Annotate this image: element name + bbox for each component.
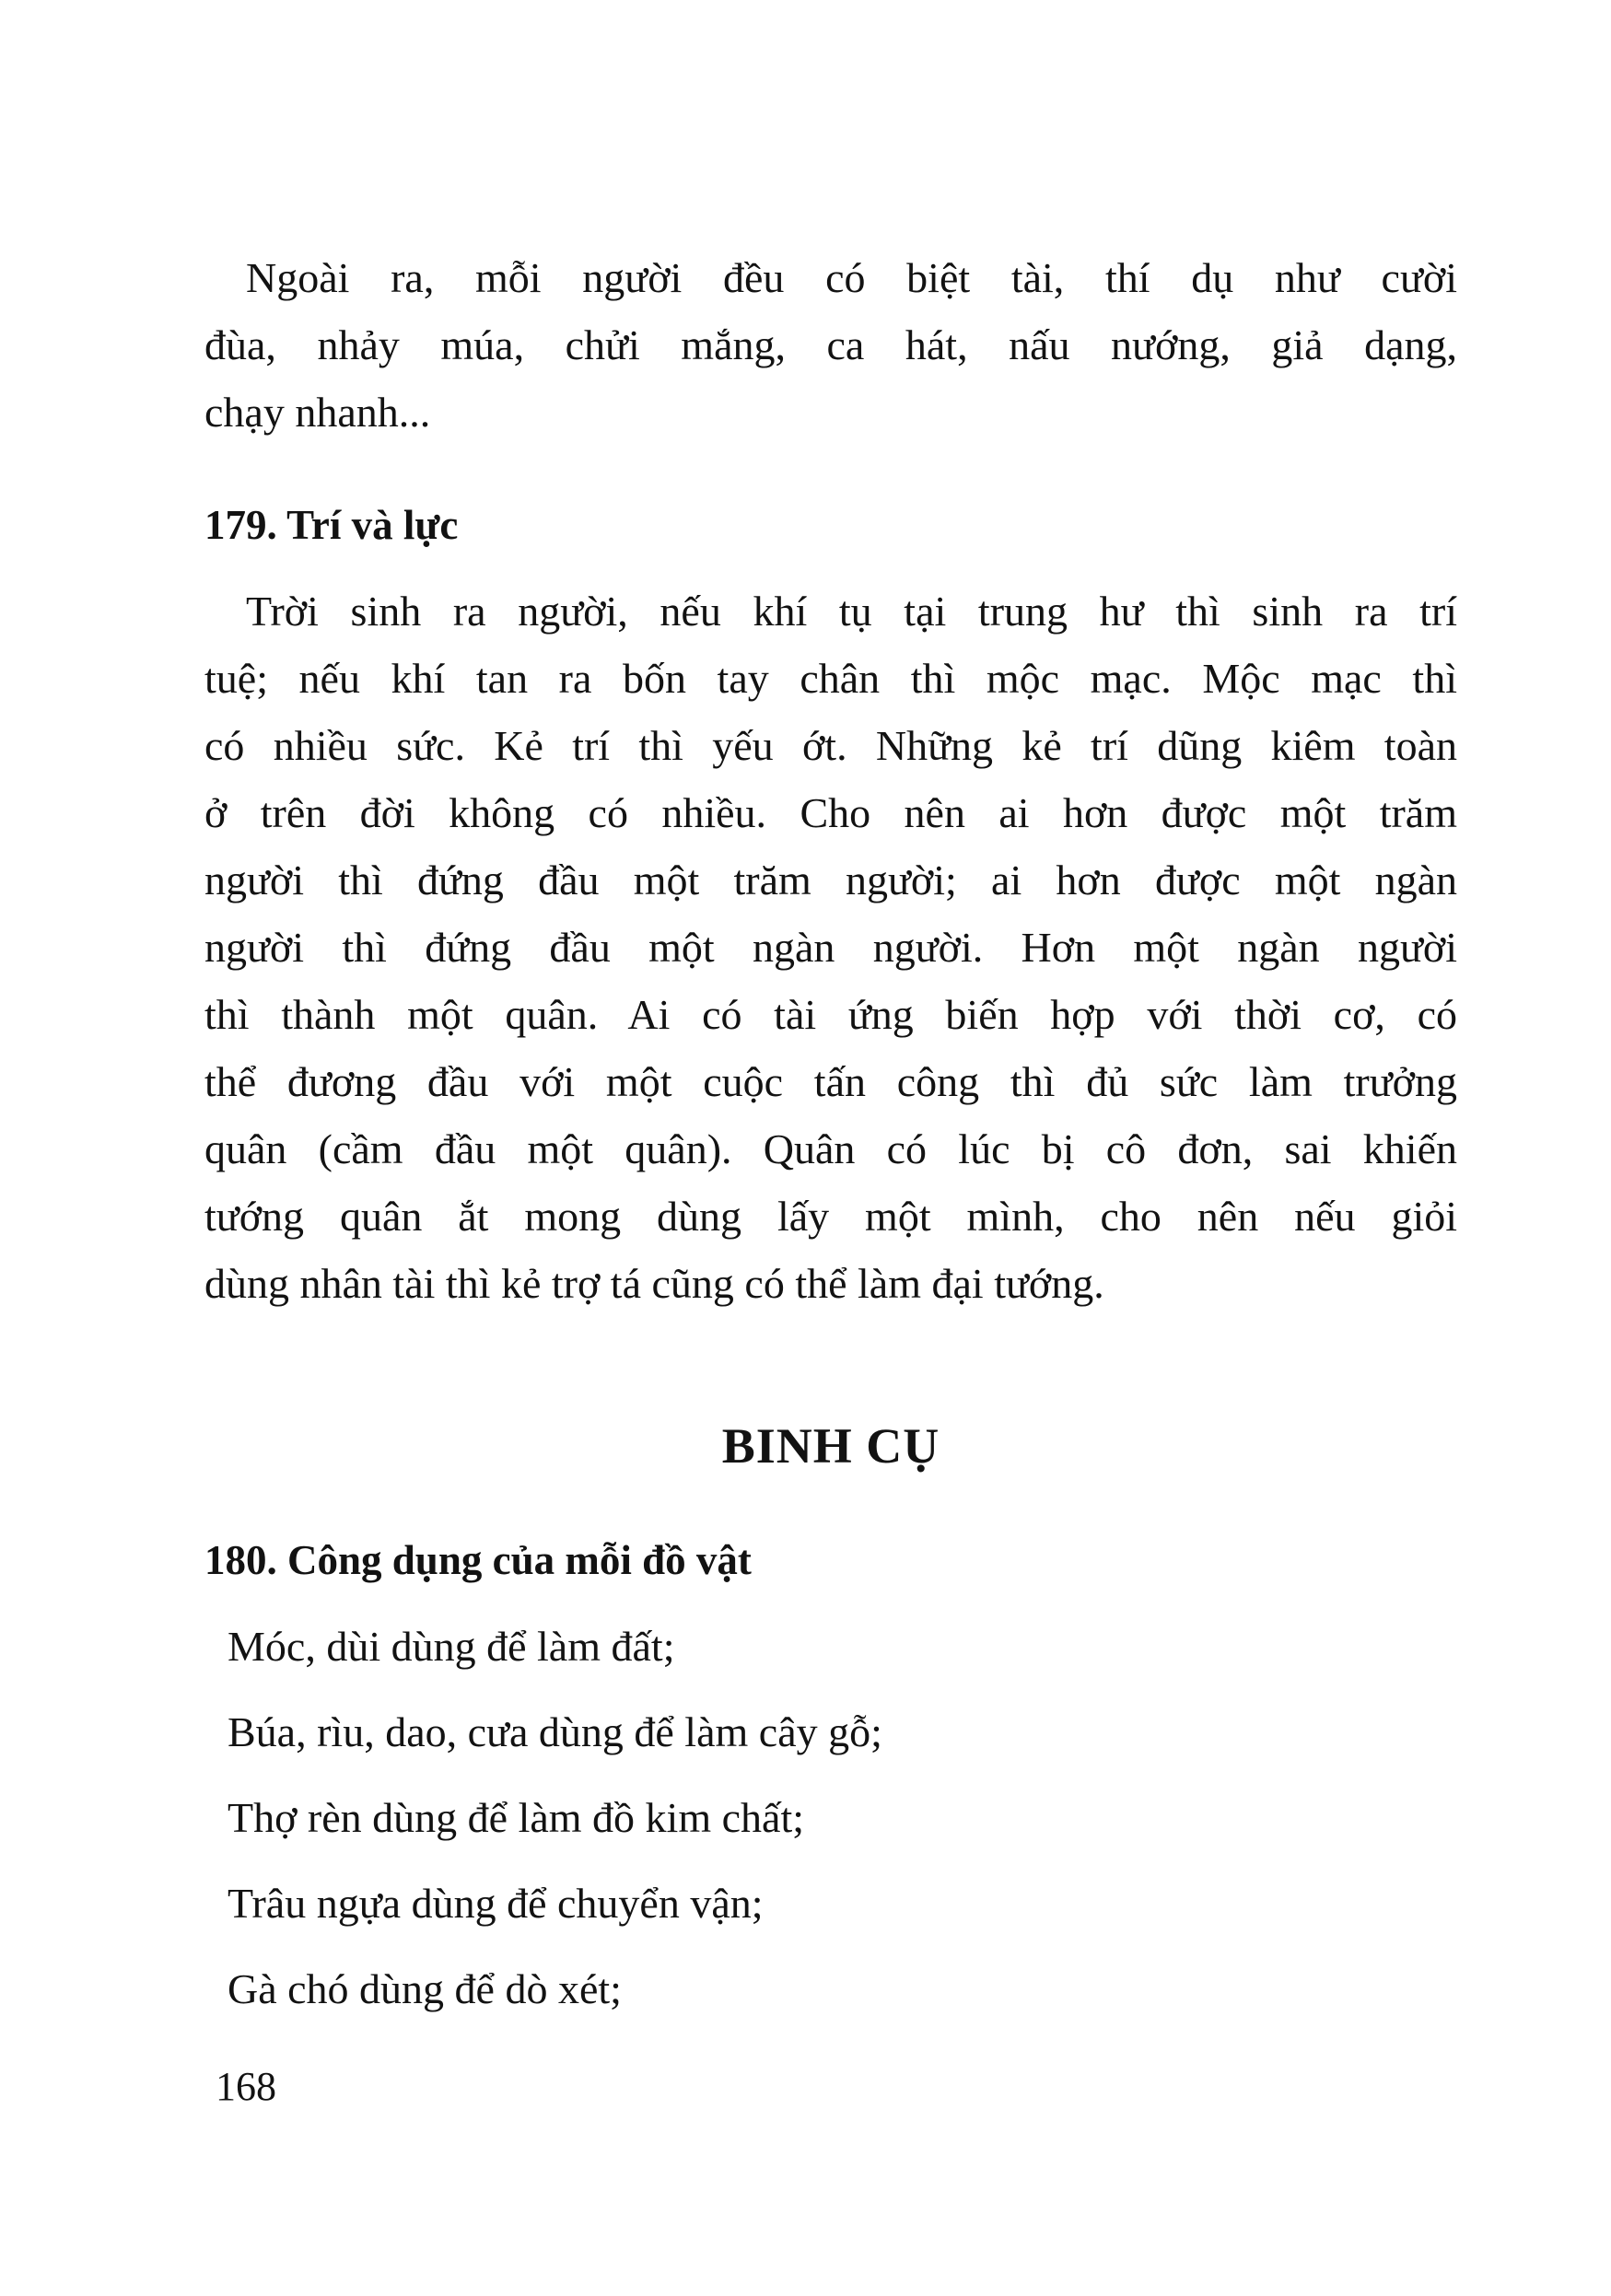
list-item: Gà chó dùng để dò xét; [228, 1965, 622, 2012]
paragraph-line: tướng quân ắt mong dùng lấy một mình, cho nên nếu giỏi [204, 1193, 1457, 1240]
paragraph-line: Trời sinh ra người, nếu khí tụ tại trung hư thì sinh ra trí [246, 588, 1457, 635]
tool-usage-list [204, 1613, 1457, 2022]
section-heading-179: 179. Trí và lực [204, 502, 459, 548]
list-item: Thợ rèn dùng để làm đồ kim chất; [228, 1794, 805, 1841]
paragraph-line: ở trên đời không có nhiều. Cho nên ai hơn được một trăm [204, 789, 1457, 836]
paragraph-line: thể đương đầu với một cuộc tấn công thì đủ sức làm trưởng [204, 1058, 1457, 1105]
paragraph-line: người thì đứng đầu một ngàn người. Hơn một ngàn người [204, 924, 1457, 971]
section-179-paragraph [204, 577, 1457, 1317]
paragraph-line: đùa, nhảy múa, chửi mắng, ca hát, nấu nướng, giả dạng, [204, 321, 1457, 368]
paragraph-line: dùng nhân tài thì kẻ trợ tá cũng có thể làm đại tướng. [204, 1260, 1104, 1307]
chapter-title: BINH CỤ [721, 1418, 940, 1474]
paragraph-line: tuệ; nếu khí tan ra bốn tay chân thì mộc mạc. Mộc mạc thì [204, 655, 1457, 702]
list-item: Búa, rìu, dao, cưa dùng để làm cây gỗ; [228, 1708, 882, 1755]
section-heading-180: 180. Công dụng của mỗi đồ vật [204, 1537, 752, 1583]
paragraph-line: chạy nhanh... [204, 389, 431, 436]
paragraph-line: quân (cầm đầu một quân). Quân có lúc bị cô đơn, sai khiến [204, 1125, 1457, 1172]
page-number: 168 [216, 2064, 276, 2109]
paragraph-line: Ngoài ra, mỗi người đều có biệt tài, thí dụ như cười [246, 254, 1457, 301]
list-item: Móc, dùi dùng để làm đất; [228, 1623, 675, 1670]
intro-paragraph [204, 244, 1457, 446]
paragraph-line: người thì đứng đầu một trăm người; ai hơn được một ngàn [204, 857, 1457, 903]
list-item: Trâu ngựa dùng để chuyển vận; [228, 1880, 764, 1927]
paragraph-line: có nhiều sức. Kẻ trí thì yếu ớt. Những kẻ trí dũng kiêm toàn [204, 722, 1457, 769]
paragraph-line: thì thành một quân. Ai có tài ứng biến hợp với thời cơ, có [204, 991, 1457, 1038]
